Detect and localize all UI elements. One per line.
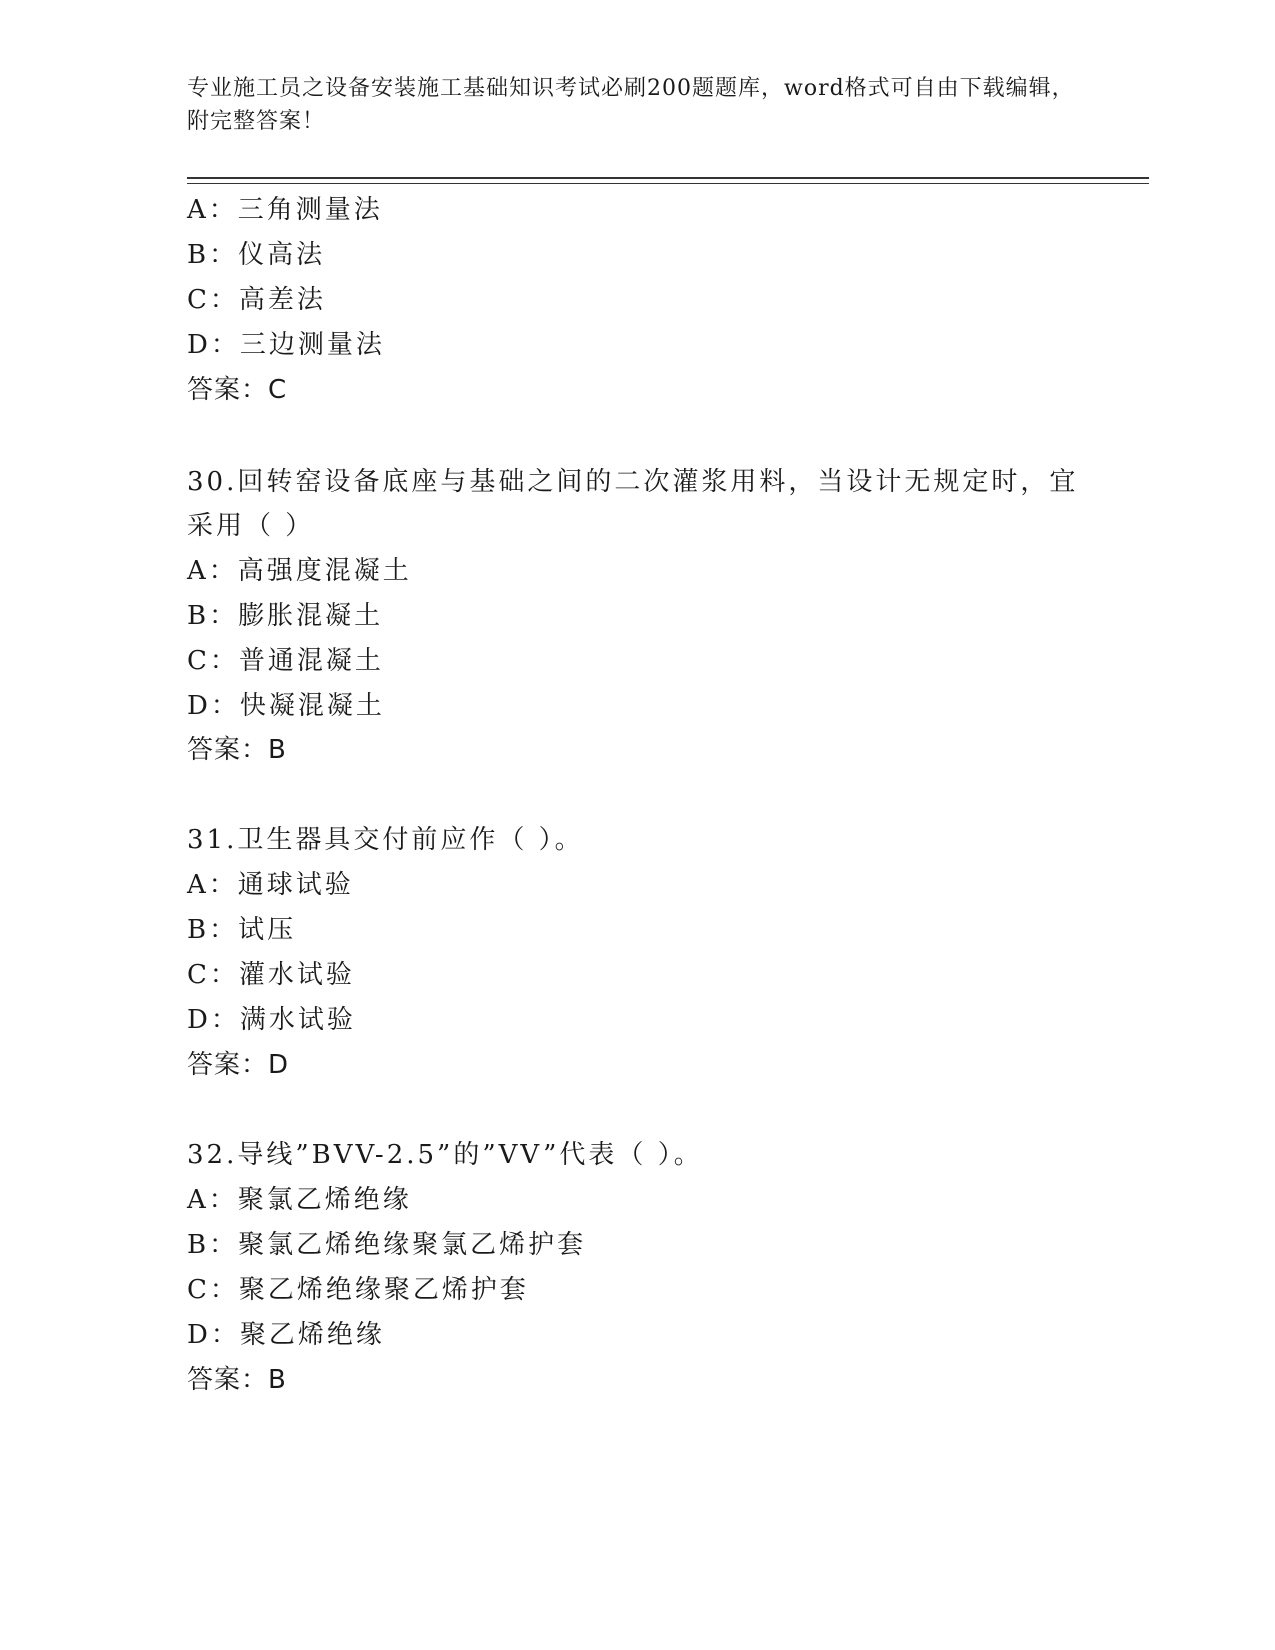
option-line: B：试压 — [187, 915, 297, 945]
option-line: A：三角测量法 — [187, 195, 383, 225]
option-line: A：通球试验 — [187, 870, 354, 900]
answer-line: 答案：D — [187, 1050, 290, 1080]
answer-line: 答案：C — [187, 375, 288, 405]
option-line: D：快凝混凝土 — [187, 691, 385, 721]
answer-line: 答案：B — [187, 735, 287, 765]
option-line: C：聚乙烯绝缘聚乙烯护套 — [187, 1275, 529, 1305]
question-text: 采用（ ） — [187, 511, 315, 541]
option-line: B：聚氯乙烯绝缘聚氯乙烯护套 — [187, 1230, 587, 1260]
option-line: B：膨胀混凝土 — [187, 601, 384, 631]
answer-line: 答案：B — [187, 1365, 287, 1395]
option-line: B：仪高法 — [187, 240, 326, 270]
option-line: D：三边测量法 — [187, 330, 385, 360]
option-line: C：普通混凝土 — [187, 646, 384, 676]
option-line: C：灌水试验 — [187, 960, 355, 990]
option-line: A：聚氯乙烯绝缘 — [187, 1185, 412, 1215]
option-line: C：高差法 — [187, 285, 326, 315]
option-line: A：高强度混凝土 — [187, 556, 412, 586]
option-line: D：聚乙烯绝缘 — [187, 1320, 385, 1350]
question-text: 31.卫生器具交付前应作（ ）。 — [187, 825, 584, 855]
question-text: 32.导线”BVV-2.5”的”VV”代表（ ）。 — [187, 1140, 703, 1170]
option-line: D：满水试验 — [187, 1005, 356, 1035]
header-divider — [187, 177, 1149, 184]
question-text: 30.回转窑设备底座与基础之间的二次灌浆用料，当设计无规定时，宜 — [187, 467, 1079, 497]
document-header: 专业施工员之设备安装施工基础知识考试必刷200题题库，word格式可自由下载编辑，附完整答案！ — [187, 76, 1075, 134]
